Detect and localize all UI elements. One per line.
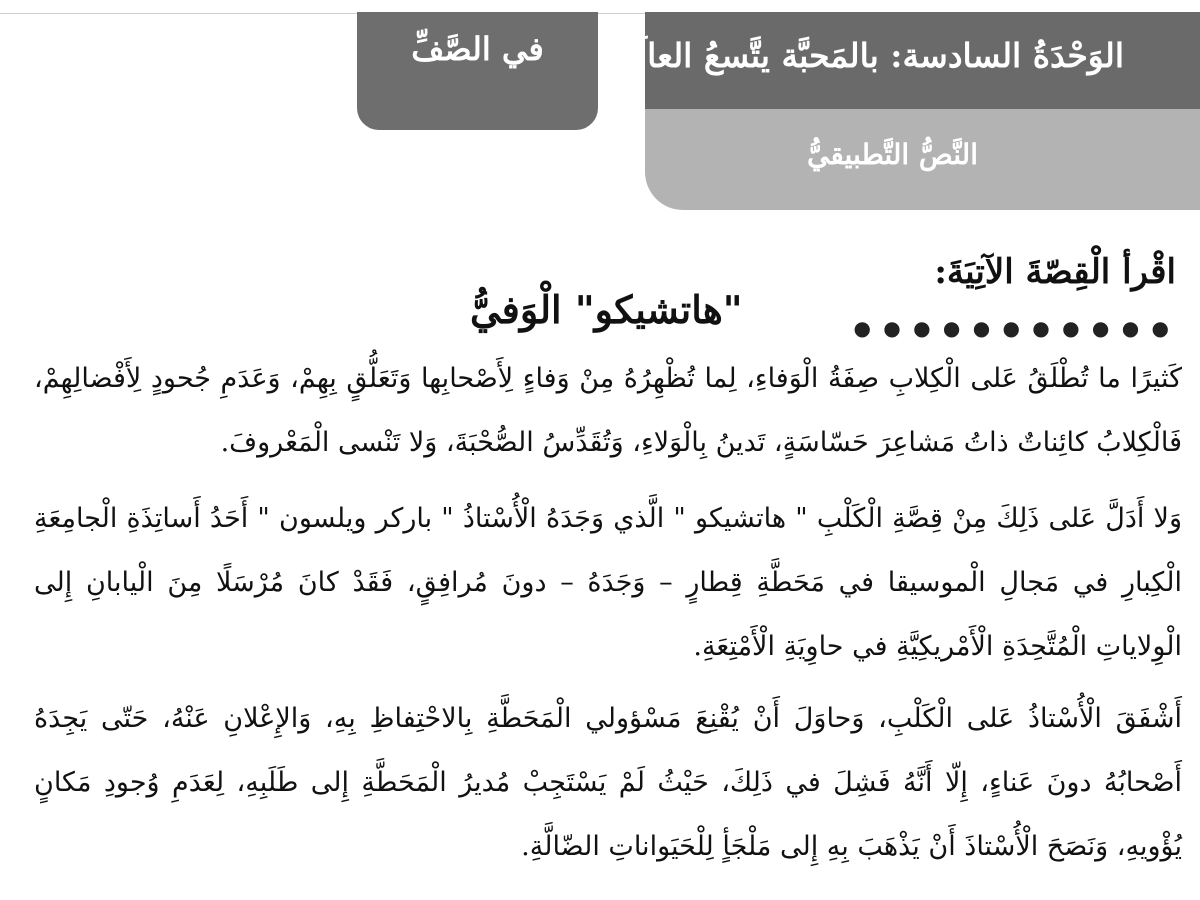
story-title: "هاتشيكو" الْوَفيُّ [470,287,743,332]
unit-title: الوَحْدَةُ السادسة: بالمَحبَّة يتَّسعُ العالَمُ [615,36,1124,75]
story-paragraph-3: أَشْفَقَ الْأُسْتاذُ عَلى الْكَلْبِ، وَحاوَلَ أَنْ يُقْنِعَ مَسْؤولي الْمَحَطَّةِ بِالاحْتِفاظِ بِهِ، وَالإِعْلانِ عَنْهُ، حَتّى يَجِدَهُ أَصْحابُهُ دونَ عَناءٍ، إِلّا أَنَّهُ فَشِلَ في ذَلِكَ، حَيْثُ لَمْ يَسْتَجِبْ مُديرُ الْمَحَطَّةِ إِلى طَلَبِهِ، لِعَدَمِ وُجودِ مَكانٍ يُؤْويهِ، وَنَصَحَ الْأُسْتاذَ أَنْ يَذْهَبَ بِهِ إِلى مَلْجَأٍ لِلْحَيَواناتِ الضّالَّةِ. [34,703,1182,862]
class-tab-label: في الصَّفِّ [411,30,544,68]
story-paragraph-2: وَلا أَدَلَّ عَلى ذَلِكَ مِنْ قِصَّةِ الْكَلْبِ " هاتشيكو " الَّذي وَجَدَهُ الْأُسْتاذُ " باركر ويلسون " أَحَدُ أَساتِذَةِ الْجامِعَةِ الْكِبارِ في مَجالِ الْموسيقا في مَحَطَّةِ قِطارٍ – وَجَدَهُ – دونَ مُرافِقٍ، فَقَدْ كانَ مُرْسَلًا مِنَ الْيابانِ إِلى الْوِلاياتِ الْمُتَّحِدَةِ الْأَمْريكِيَّةِ في حاوِيَةِ الْأَمْتِعَةِ. [34,503,1182,662]
class-tab [357,12,598,130]
story-paragraph-1: كَثيرًا ما تُطْلَقُ عَلى الْكِلابِ صِفَةُ الْوَفاءِ، لِما تُظْهِرُهُ مِنْ وَفاءٍ لِأَصْحابِها وَتَعَلُّقٍ بِهِمْ، وَعَدَمِ جُحودٍ لِأَفْضالِهِمْ، فَالْكِلابُ كائِناتٌ ذاتُ مَشاعِرَ حَسّاسَةٍ، تَدينُ بِالْوَلاءِ، وَتُقَدِّسُ الصُّحْبَةَ، وَلا تَنْسى الْمَعْروفَ. [34,363,1182,458]
reading-instruction: اقْرأ الْقِصّةَ الآتِيَةَ: [934,252,1176,292]
dotted-underline: ● ● ● ● ● ● ● ● ● ● ● [853,316,1172,340]
section-title: النَّصُّ التَّطبيقيُّ [807,138,978,171]
